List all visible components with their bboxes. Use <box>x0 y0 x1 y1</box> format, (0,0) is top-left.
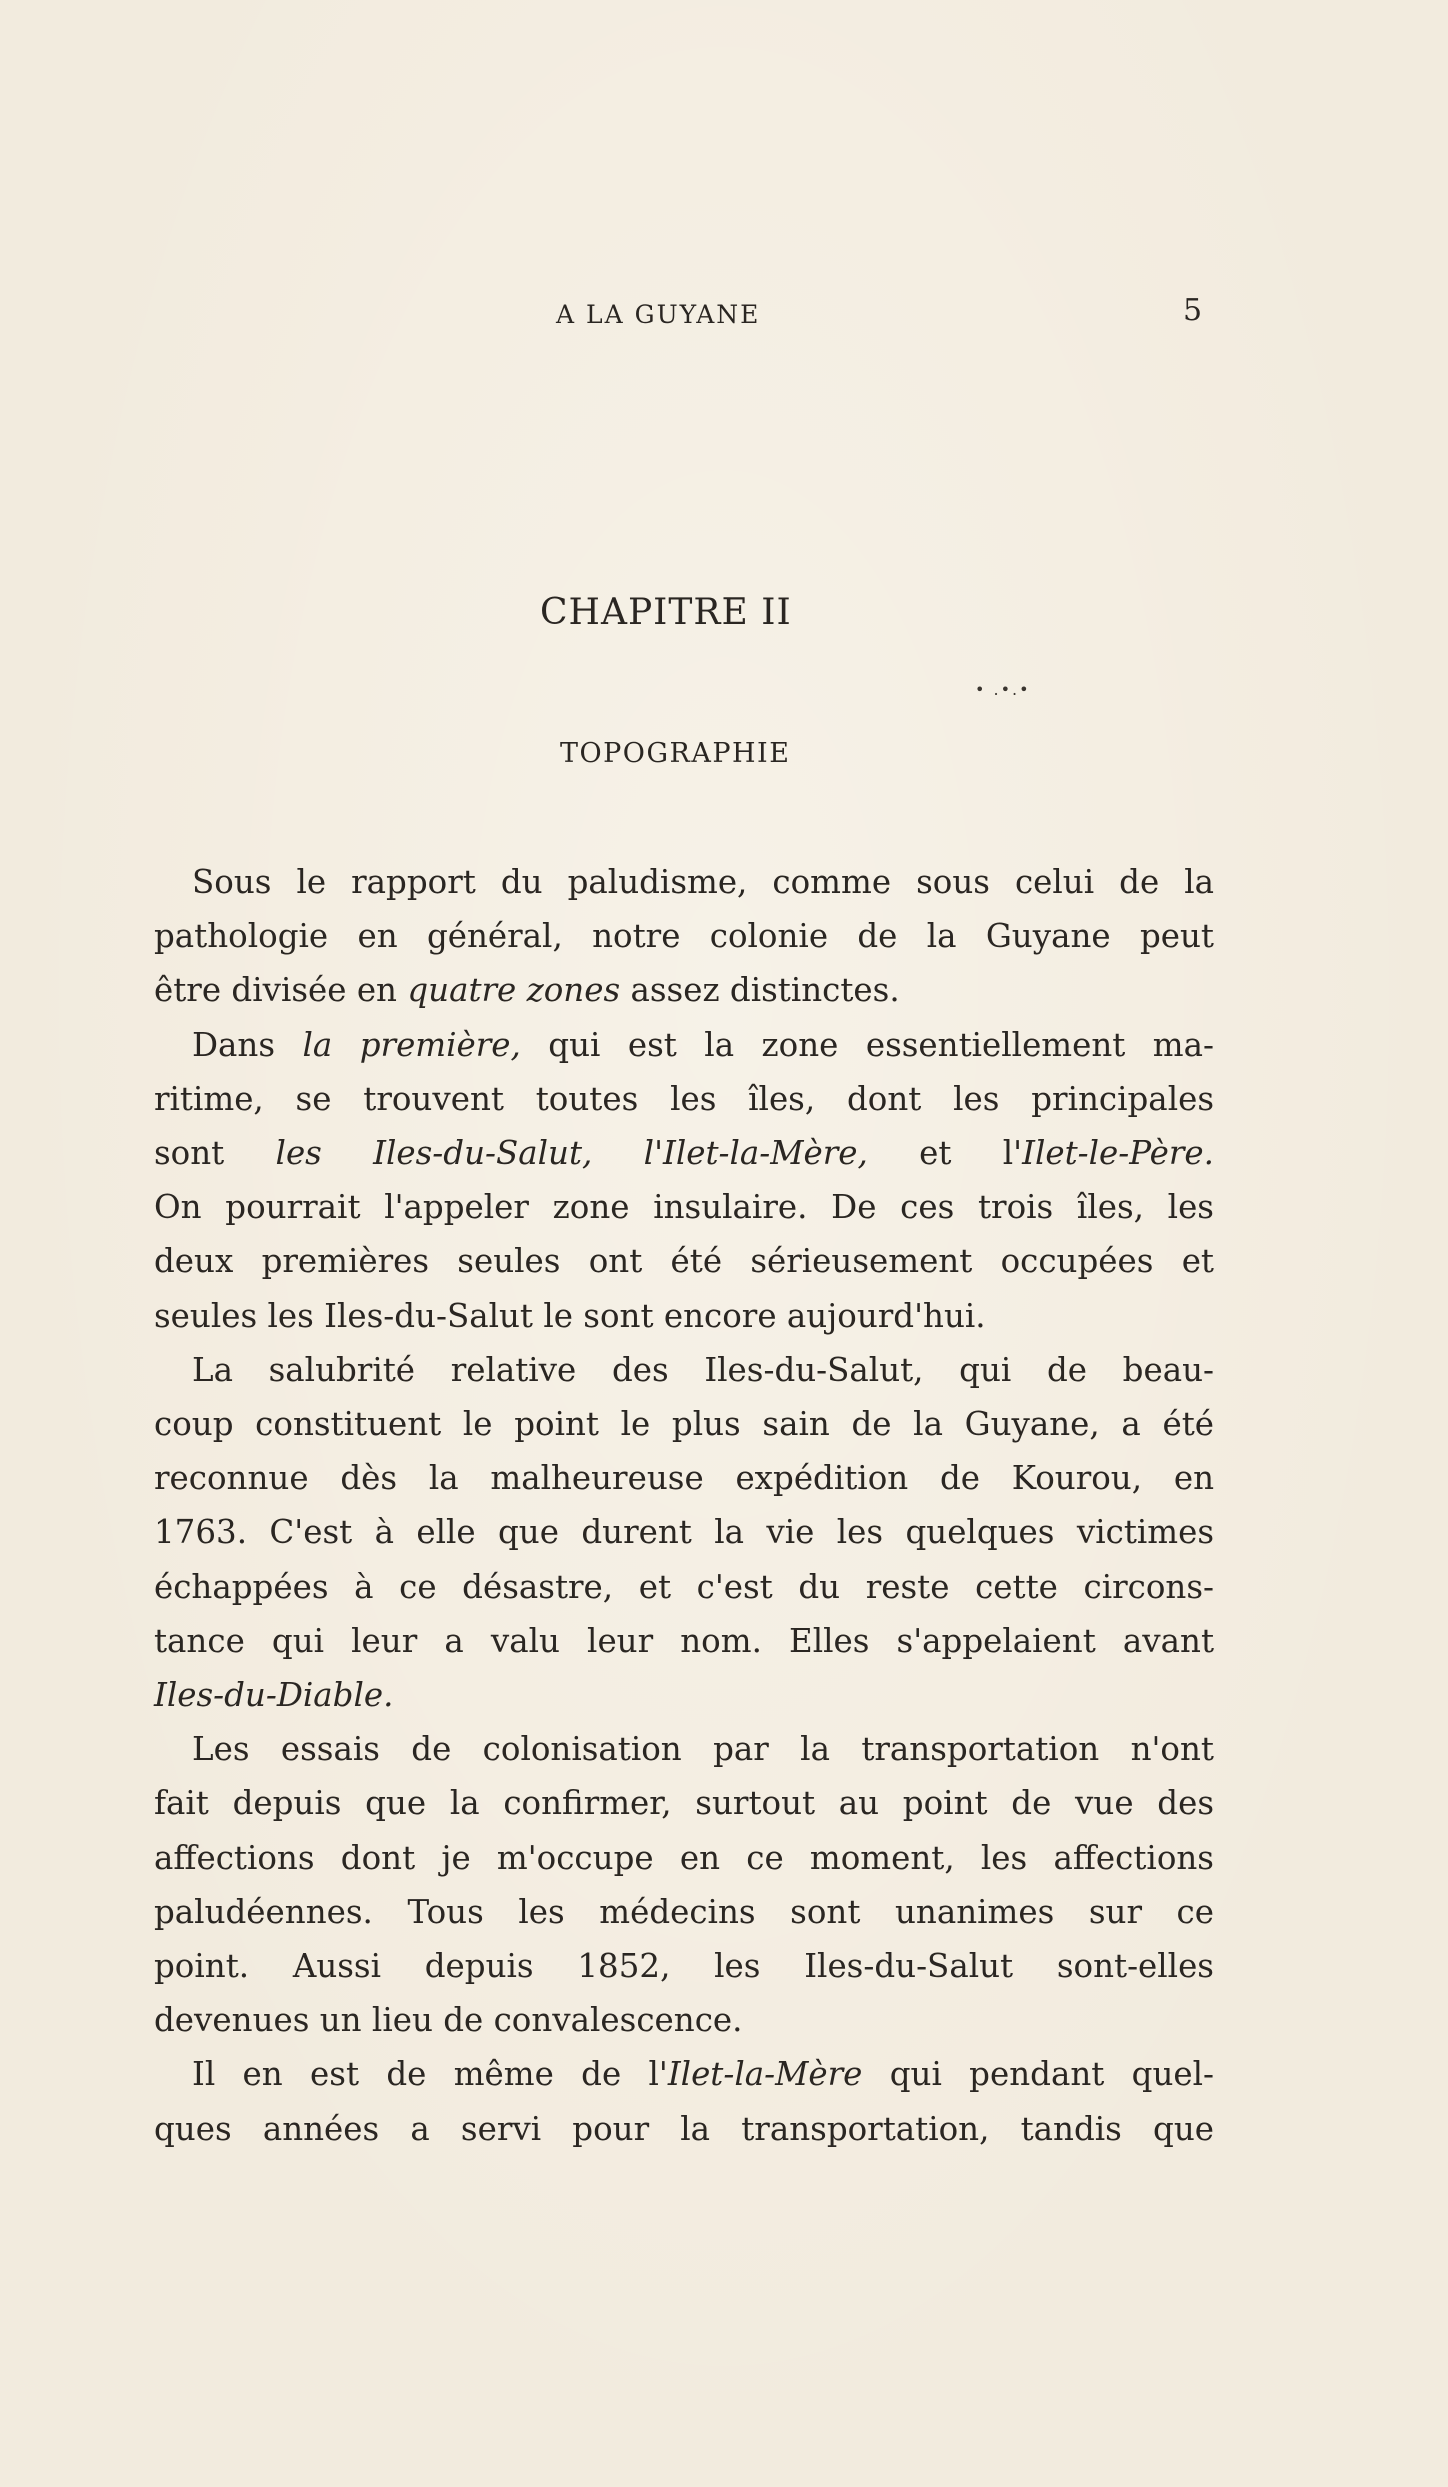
italic-run: la première, <box>302 1025 521 1064</box>
page-number: 5 <box>1183 293 1203 328</box>
body-text <box>154 855 1214 2156</box>
running-head: A LA GUYANE <box>556 300 761 329</box>
text-line: On pourrait l'appeler zone insulaire. De ces trois îles, les <box>154 1188 1214 1227</box>
text-line: échappées à ce désastre, et c'est du reste cette circons- <box>154 1567 1214 1606</box>
text-line <box>154 1126 1214 1180</box>
text-line: Sous le rapport du paludisme, comme sous celui de la <box>192 863 1214 901</box>
text-line: devenues un lieu de convalescence. <box>154 2001 743 2040</box>
text-line: La salubrité relative des Iles-du-Salut, qui de beau- <box>192 1350 1214 1389</box>
ornament: • .•.• <box>975 680 1031 699</box>
text-run: qui est la zone essentiellement ma- <box>520 1025 1214 1064</box>
text-line: Les essais de colonisation par la transportation n'ont <box>192 1730 1214 1769</box>
text-line <box>154 2047 1214 2101</box>
text-line: reconnue dès la malheureuse expédition de Kourou, en <box>154 1459 1214 1498</box>
text-line: seules les Iles-du-Salut le sont encore aujourd'hui. <box>154 1296 986 1335</box>
text-line: ritime, se trouvent toutes les îles, dont les principales <box>154 1079 1214 1118</box>
text-line: Iles-du-Diable. <box>154 1676 394 1715</box>
text-line: point. Aussi depuis 1852, les Iles-du-Salut sont-elles <box>154 1947 1214 1986</box>
italic-run: quatre zones <box>407 971 621 1010</box>
text-run: et l' <box>867 1134 1023 1173</box>
text-line <box>154 1018 1214 1072</box>
text-run: sont <box>154 1134 276 1173</box>
text-run: Dans <box>192 1025 303 1064</box>
text-line: coup constituent le point le plus sain de la Guyane, a été <box>154 1405 1214 1444</box>
italic-run: les Iles-du-Salut, l'Ilet-la-Mère, <box>275 1134 868 1173</box>
text-line <box>154 963 1214 1017</box>
section-title: TOPOGRAPHIE <box>560 738 791 769</box>
text-line: deux premières seules ont été sérieusement occupées et <box>154 1242 1214 1281</box>
text-line: tance qui leur a valu leur nom. Elles s'appelaient avant <box>154 1621 1214 1660</box>
text-line: fait depuis que la confirmer, surtout au point de vue des <box>154 1784 1214 1823</box>
text-run: Il en est de même de l' <box>192 2055 668 2094</box>
text-run: être divisée en <box>154 971 408 1010</box>
italic-run: Ilet-la-Mère <box>667 2055 863 2094</box>
text-line: affections dont je m'occupe en ce moment, les affections <box>154 1838 1214 1877</box>
text-run: assez distinctes. <box>620 971 900 1010</box>
italic-run: Ilet-le-Père. <box>1022 1134 1214 1173</box>
text-line: paludéennes. Tous les médecins sont unanimes sur ce <box>154 1892 1214 1931</box>
chapter-title: CHAPITRE II <box>540 592 792 633</box>
text-run: qui pendant quel- <box>862 2055 1214 2094</box>
text-line: pathologie en général, notre colonie de la Guyane peut <box>154 917 1214 956</box>
text-line: ques années a servi pour la transportation, tandis que <box>154 2109 1214 2148</box>
text-line: 1763. C'est à elle que durent la vie les quelques victimes <box>154 1513 1214 1552</box>
